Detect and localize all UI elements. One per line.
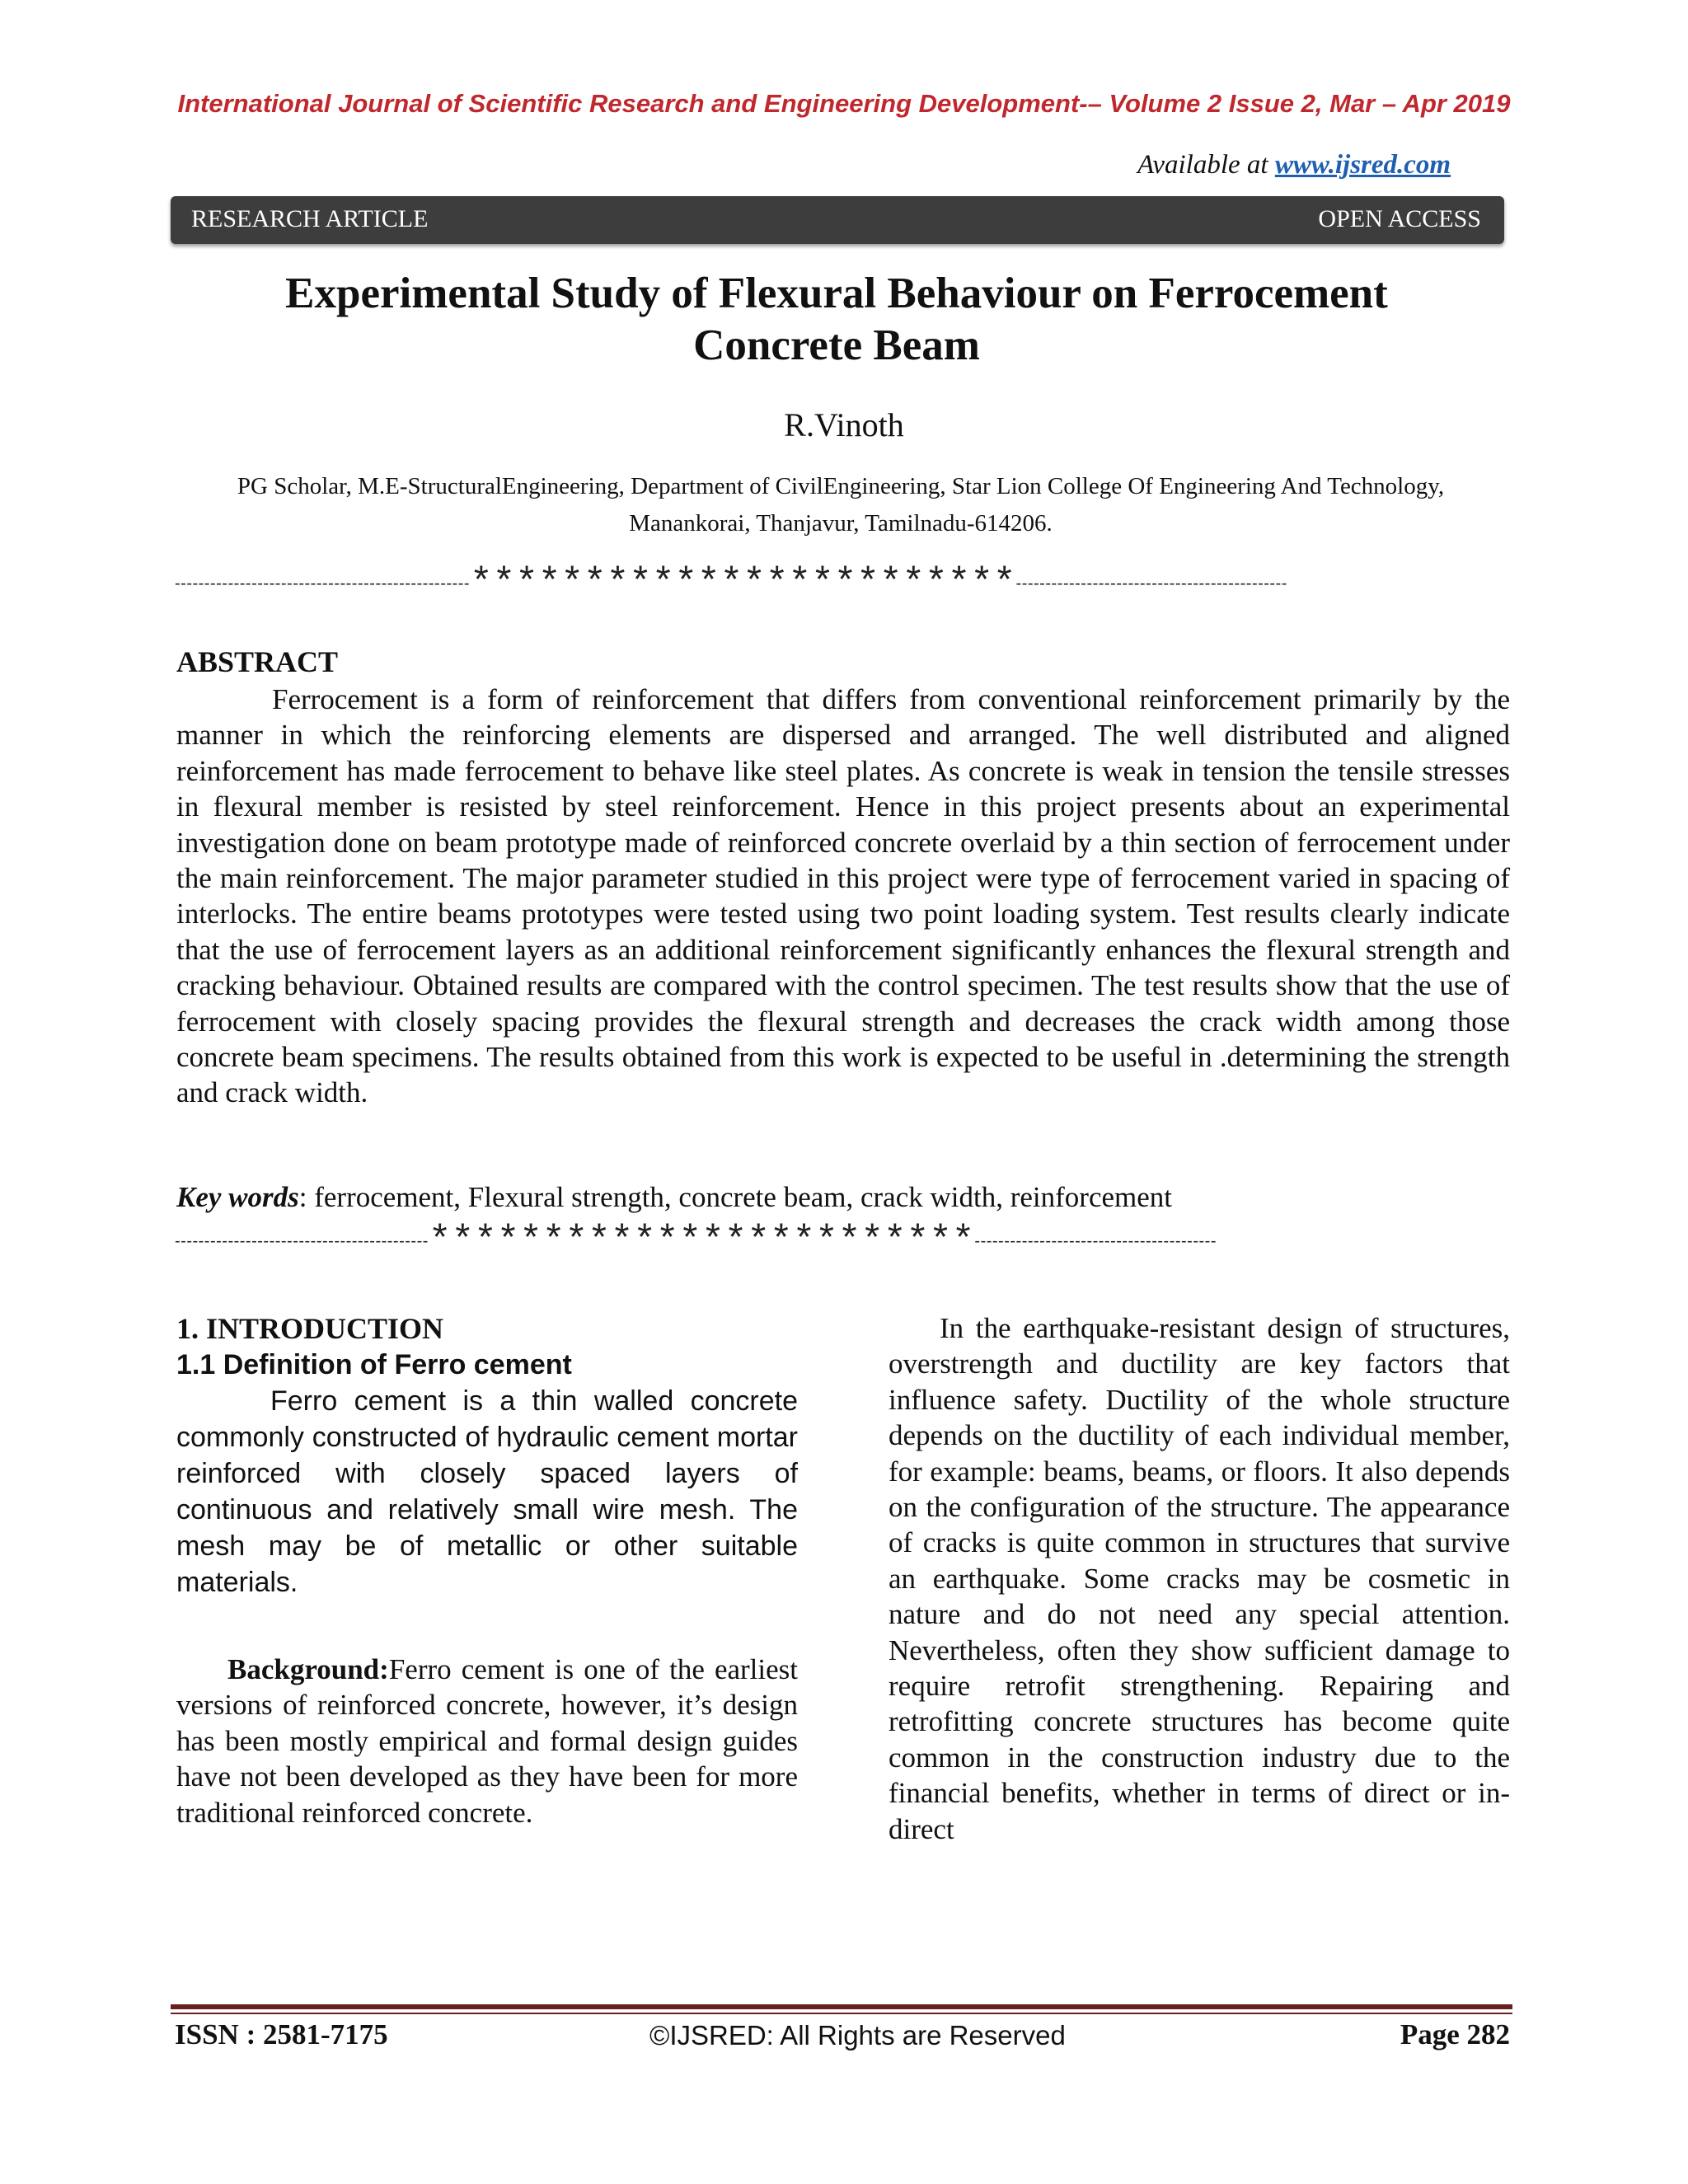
article-banner [171, 196, 1504, 244]
paper-title-line-2: Concrete Beam [693, 321, 980, 369]
separator-dashes-left: -------------------------------------------------- [175, 574, 471, 593]
author-affiliation [165, 468, 1517, 542]
author-name: R.Vinoth [784, 406, 904, 443]
research-article-label: RESEARCH ARTICLE [191, 205, 429, 232]
availability-line [1137, 150, 1451, 180]
abstract-heading: ABSTRACT [176, 645, 339, 678]
footer-issn: ISSN : 2581-7175 [175, 2018, 388, 2050]
paper-title-line-1: Experimental Study of Flexural Behaviour on Ferrocement [285, 269, 1388, 317]
footer-page-number: Page 282 [1400, 2018, 1510, 2050]
right-column [889, 1310, 1510, 1847]
abstract-body: Ferrocement is a form of reinforcement that differs from conventional reinforcement primarily by the manner in which the reinforcing elements are dispersed and arranged. The well distributed and aligned reinforcement has made ferrocement to behave like steel plates. As concrete is weak in tension the tensile stresses in flexural member is resisted by steel reinforcement. Hence in this project presents about an experimental investigation done on beam prototype made of reinforced concrete overlaid by a thin section of ferrocement under the main reinforcement. The major parameter studied in this project were type of ferrocement varied in spacing of interlocks. The entire beams prototypes were tested using two point loading system. Test results clearly indicate that the use of ferrocement layers as an additional reinforcement significantly enhances the flexural strength and cracking behaviour. Obtained results are compared with the control specimen. The test results show that the use of ferrocement with closely spacing provides the flexural strength and decreases the crack width among those concrete beam specimens. The results obtained from this work is expected to be useful in .determining the strength and crack width. [176, 683, 1510, 1109]
left-column [176, 1310, 798, 1830]
separator-bottom [175, 1220, 1217, 1263]
earthquake-design-paragraph: In the earthquake-resistant design of structures, overstrength and ductility are key factors that influence safety. Ductility of the whole structure depends on the ductility of each individual member, for example: beams, beams, or floors. It also depends on the configuration of the structure. The appearance of cracks is quite common in structures that survive an earthquake. Some cracks may be cosmetic in nature and do not need any special attention. Nevertheless, often they show sufficient damage to require retrofit strengthening. Repairing and retrofitting concrete structures has become quite common in the construction industry due to the financial benefits, whether in terms of direct or in-direct [889, 1312, 1510, 1845]
background-paragraph [176, 1652, 798, 1830]
availability-label: Available at [1137, 150, 1275, 180]
background-text: Ferro cement is one of the earliest versions of reinforced concrete, however, it’s design has been mostly empirical and formal design guides have not been developed as they have been for more traditional reinforced concrete. [176, 1653, 798, 1829]
open-access-label: OPEN ACCESS [1318, 205, 1481, 232]
keywords-line [176, 1181, 1172, 1214]
paper-title [165, 268, 1508, 372]
separator-top [175, 562, 1287, 605]
journal-website-link[interactable]: www.ijsred.com [1274, 150, 1451, 180]
keywords-label: Key words [176, 1181, 299, 1213]
separator-stars: ************************ [470, 562, 1016, 605]
affiliation-line-1: PG Scholar, M.E-StructuralEngineering, Department of CivilEngineering, Star Lion College Of Engineering And Technology, [237, 473, 1445, 499]
separator-stars: ************************ [428, 1220, 975, 1263]
affiliation-line-2: Manankorai, Thanjavur, Tamilnadu-614206. [629, 510, 1053, 537]
introduction-heading: 1. INTRODUCTION [176, 1312, 444, 1345]
separator-dashes-right: ----------------------------------------- [974, 1232, 1217, 1250]
keywords-text: : ferrocement, Flexural strength, concrete beam, crack width, reinforcement [298, 1181, 1172, 1213]
footer-copyright: ©IJSRED: All Rights are Reserved [649, 2020, 1066, 2050]
separator-dashes-right: ---------------------------------------------- [1015, 574, 1287, 593]
journal-header: International Journal of Scientific Research and Engineering Development-– Volume 2 Issue 2, Mar – Apr 2019 [177, 89, 1511, 118]
footer-rule-thick [171, 2004, 1512, 2009]
background-label: Background: [227, 1653, 389, 1685]
definition-paragraph: Ferro cement is a thin walled concrete commonly constructed of hydraulic cement mortar reinforced with closely spaced layers of continuous and relatively small wire mesh. The mesh may be of metallic or other suitable materials. [176, 1385, 798, 1598]
separator-dashes-left: ------------------------------------------- [175, 1232, 429, 1250]
footer-rule-thin [171, 2013, 1512, 2014]
definition-subheading: 1.1 Definition of Ferro cement [176, 1349, 572, 1380]
